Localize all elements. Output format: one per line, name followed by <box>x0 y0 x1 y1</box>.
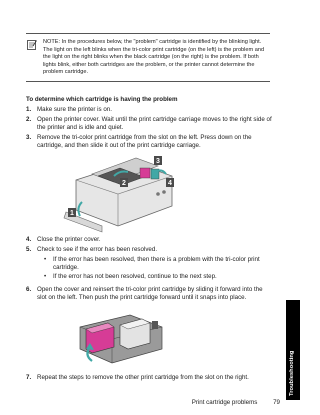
step-number: 5. <box>26 246 32 253</box>
callout-3 <box>154 156 162 165</box>
note-box <box>26 33 270 82</box>
step-text: Check to see if the error has been resolved. <box>37 246 158 253</box>
step-text: Repeat the steps to remove the other print cartridge from the slot on the right. <box>37 374 249 381</box>
side-tab-label: Troubleshooting <box>289 350 295 396</box>
svg-text:3: 3 <box>156 158 160 165</box>
bullet-text: If the error has not been resolved, continue to the next step. <box>53 273 217 280</box>
list-item <box>26 286 272 302</box>
bullet-dot: • <box>44 273 47 280</box>
callout-2 <box>120 178 128 187</box>
callout-1 <box>68 208 76 217</box>
cartridge-insert-illustration <box>70 305 170 367</box>
steps-list-c <box>26 286 272 304</box>
step-number: 3. <box>26 134 32 141</box>
step-number: 1. <box>26 106 32 113</box>
list-item <box>26 374 272 382</box>
step-text: Open the cover and reinsert the tri-color print cartridge by sliding it forward into the slot on the left. Then push the print cartridge forward until it snaps into place. <box>37 286 263 301</box>
list-item <box>26 236 272 244</box>
bullet-item <box>44 273 272 281</box>
step-number: 7. <box>26 374 32 381</box>
footer-section: Print cartridge problems <box>191 399 258 406</box>
steps-list-a <box>26 106 272 152</box>
callout-4 <box>166 178 174 187</box>
side-tab <box>286 300 300 400</box>
step-number: 6. <box>26 286 32 293</box>
step-number: 4. <box>26 236 32 243</box>
note-label: NOTE: <box>43 39 61 45</box>
printer-illustration <box>62 150 180 233</box>
bullet-text: If the error has been resolved, then there is a problem with the tri-color print cartridge. <box>53 256 260 271</box>
step-text: Open the printer cover. Wait until the print cartridge carriage moves to the right side of the printer and is idle and quiet. <box>37 116 272 131</box>
bullet-item <box>44 256 272 272</box>
step-number: 2. <box>26 116 32 123</box>
page-footer <box>192 399 280 406</box>
list-item <box>26 106 272 114</box>
step-text: Close the printer cover. <box>37 236 101 243</box>
steps-list-d <box>26 374 272 384</box>
list-item <box>26 246 272 254</box>
step-text: Remove the tri-color print cartridge from the slot on the left. Press down on the cartridge, and then slide it out of the print cartridge carriage. <box>37 134 252 149</box>
steps-list-b <box>26 236 272 256</box>
svg-text:2: 2 <box>122 180 126 187</box>
svg-text:1: 1 <box>70 210 74 217</box>
list-item <box>26 134 272 150</box>
bullet-list <box>44 256 272 282</box>
note-text <box>43 39 270 77</box>
page-number: 79 <box>273 399 280 406</box>
note-body: In the procedures below, the "problem" cartridge is identified by the blinking light. The light on the left blinks when the tri-color print cartridge (on the left) is the problem and the light on the right blinks when the black cartridge (on the right) is the problem. If both lights blink, either both cartridges are the problem, or the printer cannot determine the problem cartridge. <box>43 39 265 76</box>
step-text: Make sure the printer is on. <box>37 106 112 113</box>
list-item <box>26 116 272 132</box>
svg-text:4: 4 <box>168 180 172 187</box>
bullet-dot: • <box>44 256 47 263</box>
section-heading: To determine which cartridge is having the problem <box>26 96 178 103</box>
note-icon <box>27 40 38 50</box>
